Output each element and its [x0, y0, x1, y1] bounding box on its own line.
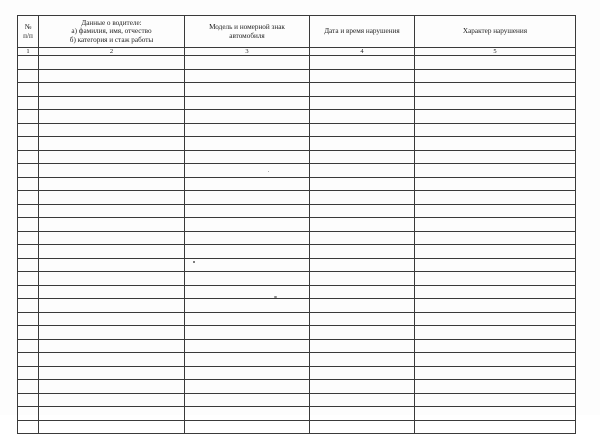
- table-cell[interactable]: [39, 231, 185, 245]
- table-row: [18, 137, 576, 151]
- table-cell[interactable]: [39, 407, 185, 421]
- table-row: [18, 150, 576, 164]
- table-cell[interactable]: [185, 69, 310, 83]
- header-driver-line-2: а) фамилия, имя, отчество: [71, 27, 152, 36]
- table-cell[interactable]: [310, 258, 415, 272]
- table-cell[interactable]: [310, 96, 415, 110]
- table-cell[interactable]: [18, 123, 39, 137]
- table-cell[interactable]: [415, 164, 576, 178]
- table-row: [18, 326, 576, 340]
- table-cell[interactable]: [18, 137, 39, 151]
- header-driver-line-3: б) категория и стаж работы: [69, 35, 154, 44]
- header-vehicle: [185, 16, 310, 48]
- table-row: [18, 110, 576, 124]
- table-cell[interactable]: [310, 245, 415, 259]
- header-violation-line-1: Характер нарушения: [462, 27, 528, 36]
- table-cell[interactable]: [185, 204, 310, 218]
- table-cell[interactable]: [185, 407, 310, 421]
- table-cell[interactable]: [310, 83, 415, 97]
- table-cell[interactable]: [415, 110, 576, 124]
- table-row: [18, 56, 576, 70]
- table-cell[interactable]: [310, 339, 415, 353]
- table-cell[interactable]: [310, 326, 415, 340]
- table-cell[interactable]: [415, 191, 576, 205]
- table-cell[interactable]: [185, 96, 310, 110]
- scan-speck: [193, 261, 195, 263]
- table-cell[interactable]: [310, 164, 415, 178]
- table-cell[interactable]: [415, 204, 576, 218]
- table-row: [18, 380, 576, 394]
- header-number-line-1: №: [24, 23, 32, 31]
- table-cell[interactable]: [310, 272, 415, 286]
- table-cell[interactable]: [185, 137, 310, 151]
- table-cell[interactable]: [185, 353, 310, 367]
- empty-rows: [18, 56, 576, 434]
- table-cell[interactable]: [39, 218, 185, 232]
- table-cell[interactable]: [415, 231, 576, 245]
- table-cell[interactable]: [310, 123, 415, 137]
- table-cell[interactable]: [18, 110, 39, 124]
- table-cell[interactable]: [310, 353, 415, 367]
- table-cell[interactable]: [39, 312, 185, 326]
- table-cell[interactable]: [185, 245, 310, 259]
- table-cell[interactable]: [310, 285, 415, 299]
- table-cell[interactable]: [310, 110, 415, 124]
- table-cell[interactable]: [39, 96, 185, 110]
- table-cell[interactable]: [39, 245, 185, 259]
- table-cell[interactable]: [18, 326, 39, 340]
- header-violation-type: [415, 16, 576, 48]
- table-cell[interactable]: [185, 299, 310, 313]
- header-datetime-line-1: Дата и время нарушения: [324, 27, 400, 36]
- table-cell[interactable]: [310, 231, 415, 245]
- table-cell[interactable]: [415, 353, 576, 367]
- table-cell[interactable]: [310, 150, 415, 164]
- scan-speck: [274, 296, 277, 298]
- table-cell[interactable]: [18, 366, 39, 380]
- table-row: [18, 272, 576, 286]
- header-violation-datetime: [310, 16, 415, 48]
- table-cell[interactable]: [39, 420, 185, 434]
- table-cell[interactable]: [185, 218, 310, 232]
- table-cell[interactable]: [310, 299, 415, 313]
- table-cell[interactable]: [18, 380, 39, 394]
- table-cell[interactable]: [415, 123, 576, 137]
- table-cell[interactable]: [18, 56, 39, 70]
- table-cell[interactable]: [18, 353, 39, 367]
- table-cell[interactable]: [415, 137, 576, 151]
- table-cell[interactable]: [39, 339, 185, 353]
- table-cell[interactable]: [18, 218, 39, 232]
- table-cell[interactable]: [310, 407, 415, 421]
- table-cell[interactable]: [18, 150, 39, 164]
- table-cell[interactable]: [39, 56, 185, 70]
- table-cell[interactable]: [39, 285, 185, 299]
- table-row: [18, 231, 576, 245]
- table-cell[interactable]: [185, 83, 310, 97]
- table-cell[interactable]: [39, 137, 185, 151]
- table-cell[interactable]: [415, 339, 576, 353]
- table-cell[interactable]: [185, 420, 310, 434]
- table-cell[interactable]: [185, 312, 310, 326]
- table-cell[interactable]: [185, 191, 310, 205]
- header-number-line-2: п/п: [23, 31, 33, 40]
- table-cell[interactable]: [185, 231, 310, 245]
- table-row: [18, 245, 576, 259]
- table-cell[interactable]: [18, 191, 39, 205]
- table-cell[interactable]: [39, 150, 185, 164]
- table-cell[interactable]: [185, 272, 310, 286]
- table-cell[interactable]: [185, 339, 310, 353]
- table-row: [18, 353, 576, 367]
- table-cell[interactable]: [185, 177, 310, 191]
- table-row: [18, 393, 576, 407]
- table-cell[interactable]: [18, 177, 39, 191]
- table-cell[interactable]: [39, 380, 185, 394]
- table-cell[interactable]: [18, 258, 39, 272]
- table-cell[interactable]: [310, 204, 415, 218]
- table-cell[interactable]: [310, 177, 415, 191]
- table-row: [18, 204, 576, 218]
- table-cell[interactable]: [18, 83, 39, 97]
- table-cell[interactable]: [310, 312, 415, 326]
- table-cell[interactable]: [415, 258, 576, 272]
- table-cell[interactable]: [415, 56, 576, 70]
- table-cell[interactable]: [310, 218, 415, 232]
- table-cell[interactable]: [415, 380, 576, 394]
- table-cell[interactable]: [39, 177, 185, 191]
- header-vehicle-line-1: Модель и номерной знак: [209, 23, 285, 31]
- table-cell[interactable]: [415, 285, 576, 299]
- table-cell[interactable]: [18, 312, 39, 326]
- table-row: [18, 407, 576, 421]
- column-number-row: [18, 48, 576, 56]
- header-row: [18, 16, 576, 48]
- table-row: [18, 177, 576, 191]
- table-cell[interactable]: [185, 393, 310, 407]
- table-cell[interactable]: [39, 164, 185, 178]
- table-cell[interactable]: [415, 299, 576, 313]
- table-cell[interactable]: [310, 380, 415, 394]
- table-row: [18, 96, 576, 110]
- table-cell[interactable]: [18, 204, 39, 218]
- header-vehicle-line-2: автомобиля: [229, 31, 265, 40]
- table-cell[interactable]: [18, 164, 39, 178]
- table-cell[interactable]: [18, 393, 39, 407]
- table-cell[interactable]: [185, 285, 310, 299]
- table-cell[interactable]: [18, 96, 39, 110]
- table-cell[interactable]: [39, 258, 185, 272]
- table-row: [18, 218, 576, 232]
- table-cell[interactable]: [185, 366, 310, 380]
- table-row: [18, 123, 576, 137]
- header-driver-line-1: Данные о водителе:: [81, 18, 142, 27]
- table-cell[interactable]: [39, 110, 185, 124]
- table-row: [18, 258, 576, 272]
- table-cell[interactable]: [18, 299, 39, 313]
- header-number: [18, 16, 39, 48]
- table-cell[interactable]: [18, 272, 39, 286]
- table-row: [18, 285, 576, 299]
- table-cell[interactable]: [185, 123, 310, 137]
- table-row: [18, 339, 576, 353]
- table-cell[interactable]: [39, 204, 185, 218]
- table-cell[interactable]: [18, 245, 39, 259]
- table-cell[interactable]: [18, 339, 39, 353]
- table-cell[interactable]: [39, 123, 185, 137]
- header-driver-data: [39, 16, 185, 48]
- table-cell[interactable]: [415, 366, 576, 380]
- table-cell[interactable]: [310, 393, 415, 407]
- table-cell[interactable]: [415, 326, 576, 340]
- table-row: [18, 83, 576, 97]
- table-row: [18, 191, 576, 205]
- table-cell[interactable]: [310, 56, 415, 70]
- table-cell[interactable]: [18, 407, 39, 421]
- table-cell[interactable]: [39, 272, 185, 286]
- table-cell[interactable]: [18, 69, 39, 83]
- table-cell[interactable]: [310, 420, 415, 434]
- table-cell[interactable]: [415, 218, 576, 232]
- table-cell[interactable]: [415, 96, 576, 110]
- table-cell[interactable]: [415, 245, 576, 259]
- table-cell[interactable]: [185, 56, 310, 70]
- table-row: [18, 164, 576, 178]
- table-cell[interactable]: [39, 353, 185, 367]
- table-row: [18, 69, 576, 83]
- table-cell[interactable]: [185, 110, 310, 124]
- table-cell[interactable]: [415, 150, 576, 164]
- table-cell[interactable]: [39, 393, 185, 407]
- table-row: [18, 420, 576, 434]
- table-cell[interactable]: [18, 231, 39, 245]
- column-number: 4: [310, 48, 415, 56]
- table-cell[interactable]: [39, 69, 185, 83]
- table-row: [18, 366, 576, 380]
- table-cell[interactable]: [185, 258, 310, 272]
- table-cell[interactable]: [18, 420, 39, 434]
- table-cell[interactable]: [310, 191, 415, 205]
- table-cell[interactable]: [185, 326, 310, 340]
- table-cell[interactable]: [39, 366, 185, 380]
- table-cell[interactable]: [185, 164, 310, 178]
- scan-speck: [268, 171, 269, 172]
- table-cell[interactable]: [39, 326, 185, 340]
- violations-register-table: [17, 15, 576, 434]
- table-cell[interactable]: [18, 285, 39, 299]
- table-cell[interactable]: [185, 150, 310, 164]
- table-cell[interactable]: [310, 137, 415, 151]
- table-row: [18, 299, 576, 313]
- table-cell[interactable]: [185, 380, 310, 394]
- table-cell[interactable]: [310, 366, 415, 380]
- column-number: 2: [39, 48, 185, 56]
- table-cell[interactable]: [415, 420, 576, 434]
- table-cell[interactable]: [415, 407, 576, 421]
- table-cell[interactable]: [415, 272, 576, 286]
- table-cell[interactable]: [310, 69, 415, 83]
- table-cell[interactable]: [415, 83, 576, 97]
- column-number: 3: [185, 48, 310, 56]
- table-cell[interactable]: [415, 312, 576, 326]
- table-cell[interactable]: [39, 191, 185, 205]
- table-cell[interactable]: [415, 177, 576, 191]
- column-number: 5: [415, 48, 576, 56]
- table-cell[interactable]: [39, 83, 185, 97]
- table-cell[interactable]: [39, 299, 185, 313]
- table-cell[interactable]: [415, 69, 576, 83]
- table-cell[interactable]: [415, 393, 576, 407]
- column-number: 1: [18, 48, 39, 56]
- table-row: [18, 312, 576, 326]
